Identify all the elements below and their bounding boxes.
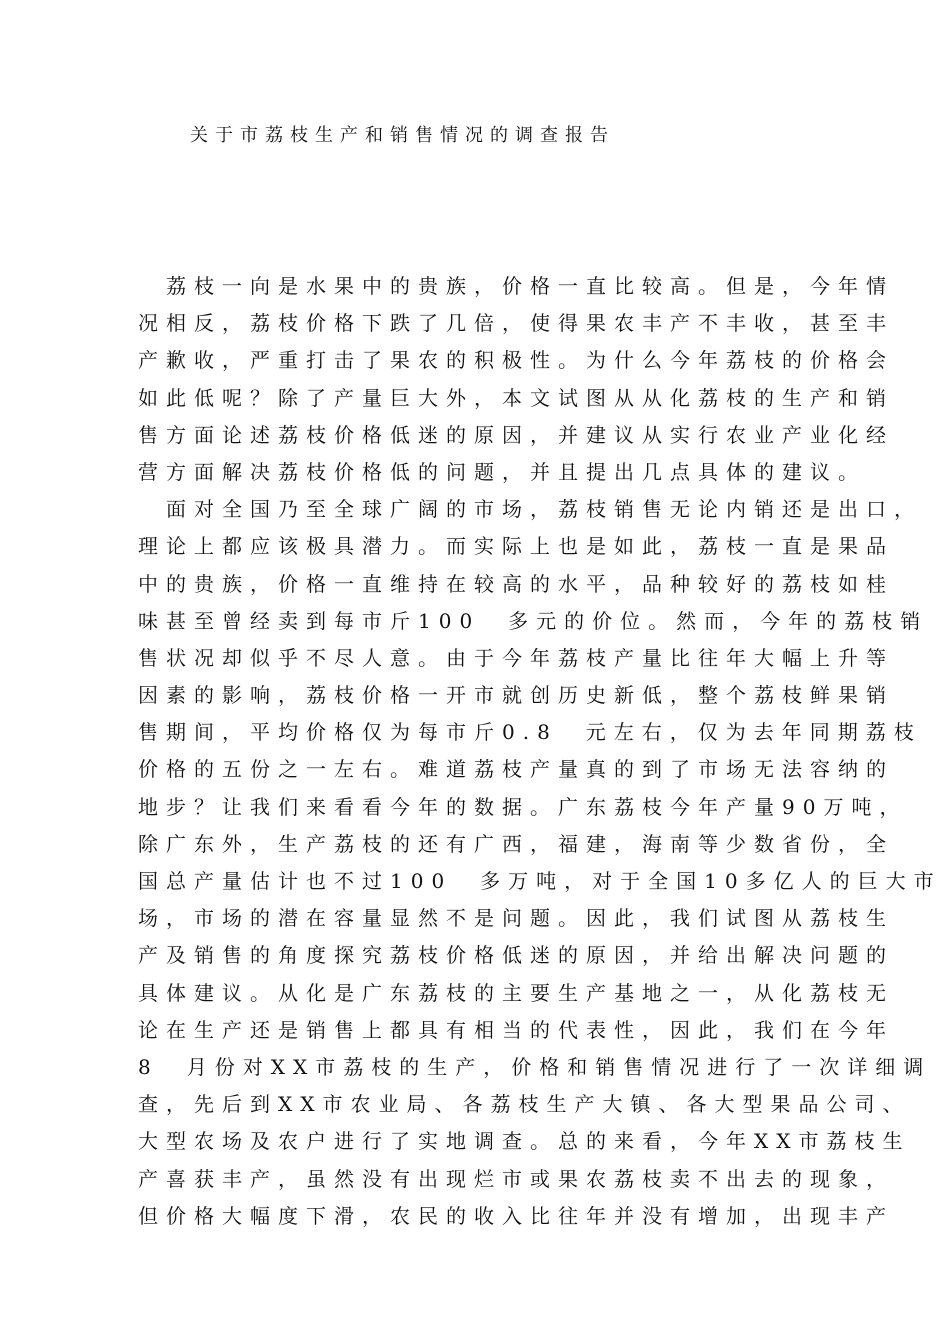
text-line: 产喜获丰产，虽然没有出现烂市或果农荔枝卖不出去的现象， bbox=[138, 1166, 894, 1191]
text-line: 但价格大幅度下滑，农民的收入比往年并没有增加，出现丰产 bbox=[138, 1203, 894, 1228]
text-line: 场，市场的潜在容量显然不是问题。因此，我们试图从荔枝生 bbox=[138, 906, 894, 931]
text-line: 产歉收，严重打击了果农的积极性。为什么今年荔枝的价格会 bbox=[138, 348, 894, 373]
text-line: 售方面论述荔枝价格低迷的原因，并建议从实行农业产业化经 bbox=[138, 422, 894, 447]
text-line: 8 月份对XX市荔枝的生产，价格和销售情况进行了一次详细调 bbox=[138, 1054, 932, 1079]
text-line: 营方面解决荔枝价格低的问题，并且提出几点具体的建议。 bbox=[138, 459, 866, 484]
text-line: 中的贵族，价格一直维持在较高的水平，品种较好的荔枝如桂 bbox=[138, 571, 894, 596]
text-line: 价格的五份之一左右。难道荔枝产量真的到了市场无法容纳的 bbox=[138, 757, 894, 782]
text-line: 除广东外，生产荔枝的还有广西，福建，海南等少数省份，全 bbox=[138, 831, 894, 856]
text-line: 国总产量估计也不过100 多万吨，对于全国10多亿人的巨大市 bbox=[138, 869, 942, 893]
text-line: 具体建议。从化是广东荔枝的主要生产基地之一，从化荔枝无 bbox=[138, 980, 894, 1005]
text-line: 味甚至曾经卖到每市斤100 多元的价位。然而，今年的荔枝销 bbox=[138, 608, 929, 633]
text-line: 大型农场及农户进行了实地调查。总的来看，今年XX市荔枝生 bbox=[138, 1129, 911, 1154]
text-line: 理论上都应该极具潜力。而实际上也是如此，荔枝一直是果品 bbox=[138, 534, 894, 559]
text-line: 面对全国乃至全球广阔的市场，荔枝销售无论内销还是出口， bbox=[138, 497, 922, 522]
text-line: 地步？让我们来看看今年的数据。广东荔枝今年产量90万吨， bbox=[138, 794, 908, 819]
text-line: 论在生产还是销售上都具有相当的代表性，因此，我们在今年 bbox=[138, 1017, 894, 1042]
text-line: 因素的影响，荔枝价格一开市就创历史新低，整个荔枝鲜果销 bbox=[138, 683, 894, 708]
text-line: 售期间，平均价格仅为每市斤0.8 元左右，仅为去年同期荔枝 bbox=[138, 720, 922, 745]
text-line: 荔枝一向是水果中的贵族，价格一直比较高。但是，今年情 bbox=[138, 274, 894, 298]
text-line: 售状况却似乎不尽人意。由于今年荔枝产量比往年大幅上升等 bbox=[138, 645, 894, 670]
text-line: 产及销售的角度探究荔枝价格低迷的原因，并给出解决问题的 bbox=[138, 943, 894, 968]
text-line: 况相反，荔枝价格下跌了几倍，使得果农丰产不丰收，甚至丰 bbox=[138, 311, 894, 336]
document-body bbox=[138, 268, 942, 1235]
text-line: 如此低呢？除了产量巨大外，本文试图从从化荔枝的生产和销 bbox=[138, 385, 894, 410]
document-title: 关于市荔枝生产和销售情况的调查报告 bbox=[190, 125, 615, 146]
text-line: 查，先后到XX市农业局、各荔枝生产大镇、各大型果品公司、 bbox=[138, 1092, 911, 1117]
